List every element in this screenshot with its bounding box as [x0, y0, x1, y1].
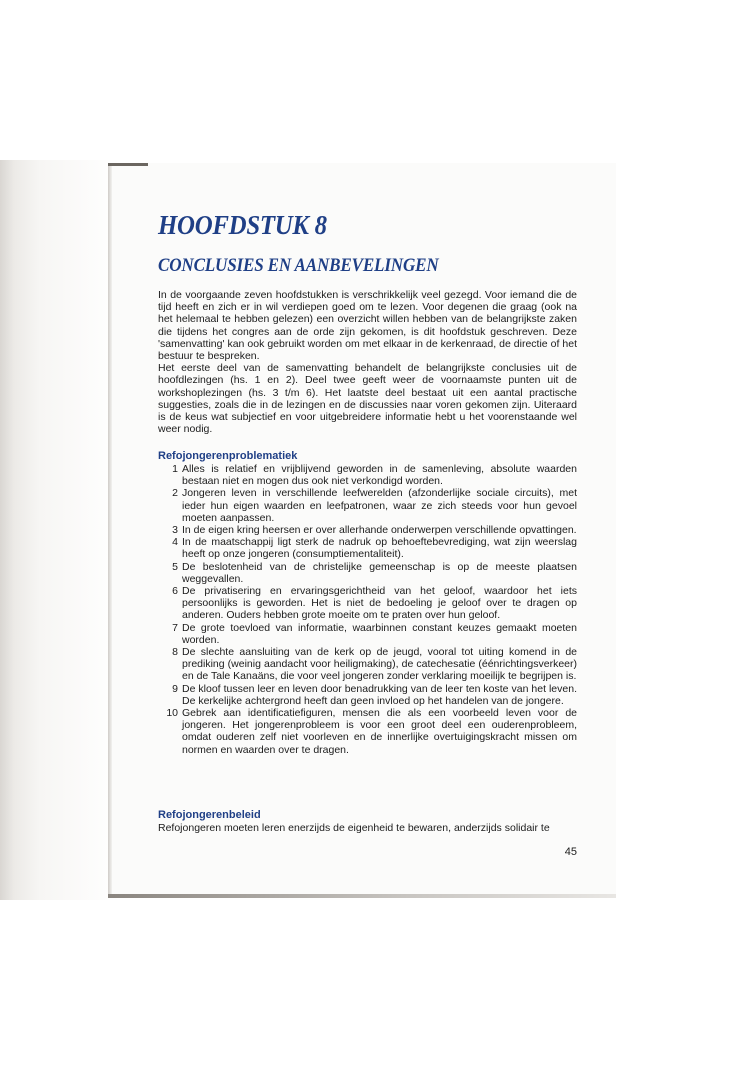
list-item: [158, 463, 577, 487]
item-number: 6: [172, 585, 178, 598]
item-text: De beslotenheid van de christelijke gemeenschap is op de meeste plaatsen weggevallen.: [182, 560, 577, 585]
item-number: 4: [172, 536, 178, 549]
item-number: 7: [172, 621, 178, 634]
item-number: 8: [172, 646, 178, 659]
section-heading-problematiek: Refojongerenproblematiek: [158, 450, 298, 462]
page-number: 45: [564, 846, 577, 858]
list-item: [158, 707, 577, 756]
list-item: [158, 622, 577, 646]
page-edge-left: [108, 166, 112, 896]
list-item: [158, 536, 577, 560]
list-item: [158, 585, 577, 622]
item-number: 5: [172, 560, 178, 573]
item-text: De kloof tussen leer en leven door benadrukking van de leer ten koste van het leven. De kerkelijke achtergrond heeft dan geen invloed op het handelen van de jongere.: [182, 682, 577, 707]
page-edge-top: [108, 163, 148, 166]
list-item: [158, 646, 577, 683]
item-number: 2: [172, 487, 178, 500]
chapter-title: HOOFDSTUK 8: [158, 210, 327, 240]
problem-list: [158, 463, 577, 756]
list-item: [158, 561, 577, 585]
list-item: [158, 524, 577, 536]
item-number: 1: [172, 463, 178, 475]
page-edge-bottom: [108, 894, 616, 898]
section-heading-beleid: Refojongerenbeleid: [158, 809, 261, 821]
item-number: 3: [172, 524, 178, 537]
item-text: Alles is relatief en vrijblijvend geworden in de samenleving, absolute waarden bestaan niet en mogen dus ook niet verkondigd worden.: [182, 463, 577, 488]
intro-text: [158, 289, 577, 435]
intro-paragraph: In de voorgaande zeven hoofdstukken is verschrikkelijk veel gezegd. Voor iemand die de tijd heeft en zich er in wil verdiepen goed om te lezen. Voor degenen die graag (ook na het helemaal te hebben gelezen) een overzicht willen hebben van de belangrijkste zaken die tijdens het congres aan de orde zijn gekomen, is dit hoofdstuk geschreven. Deze 'samenvatting' kan ook gebruikt worden om met elkaar in de kerkenraad, de directie of het bestuur te bespreken.: [158, 289, 577, 363]
list-item: [158, 683, 577, 707]
item-text: In de eigen kring heersen er over allerhande onderwerpen verschillende opvattingen.: [182, 524, 577, 537]
item-text: Gebrek aan identificatiefiguren, mensen die als een voorbeeld leven voor de jongeren. Het jongerenprobleem is voor een groot deel een ouderenprobleem, omdat ouderen zelf niet voorleven en de innerlijke overtuigingskracht missen om normen en waarden over te dragen.: [182, 707, 577, 756]
chapter-subtitle: CONCLUSIES EN AANBEVELINGEN: [158, 255, 439, 276]
item-number: 9: [172, 682, 178, 695]
item-text: Jongeren leven in verschillende leefwerelden (afzonderlijke sociale circuits), met ieder hun eigen waarden en leefpatronen, waar ze zich steeds voor hun gevoel moeten aanpassen.: [182, 487, 577, 524]
intro-paragraph: Het eerste deel van de samenvatting behandelt de belangrijkste conclusies uit de hoofdlezingen (hs. 1 en 2). Deel twee geeft weer de voornaamste punten uit de workshoplezingen (hs. 3 t/m 6). Het laatste deel bestaat uit een aantal practische suggesties, zoals die in de lezingen en de discussies naar voren gekomen zijn. Uiteraard is de keus wat subjectief en voor uitgebreidere informatie hebt u het voorenstaande wel weer nodig.: [158, 362, 577, 436]
beleid-text: Refojongeren moeten leren enerzijds de eigenheid te bewaren, anderzijds solidair te: [158, 822, 550, 834]
item-text: De privatisering en ervaringsgerichtheid van het geloof, waardoor het iets persoonlijks is geworden. Het is niet de bedoeling je geloof over te dragen op anderen. Ouders hebben grote moeite om te praten over hun geloof.: [182, 585, 577, 622]
list-item: [158, 487, 577, 524]
item-number: 10: [166, 707, 178, 720]
item-text: De slechte aansluiting van de kerk op de jeugd, vooral tot uiting komend in de prediking (weinig aandacht voor heiligmaking), de catechesatie (éénrichtingsverkeer) en de Tale Kanaäns, die voor veel jongeren zonder verklaring moeilijk te begrijpen is.: [182, 646, 577, 683]
item-text: De grote toevloed van informatie, waarbinnen constant keuzes gemaakt moeten worden.: [182, 621, 577, 646]
item-text: In de maatschappij ligt sterk de nadruk op behoeftebevrediging, wat zijn weerslag heeft op onze jongeren (consumptiementaliteit).: [182, 536, 577, 561]
